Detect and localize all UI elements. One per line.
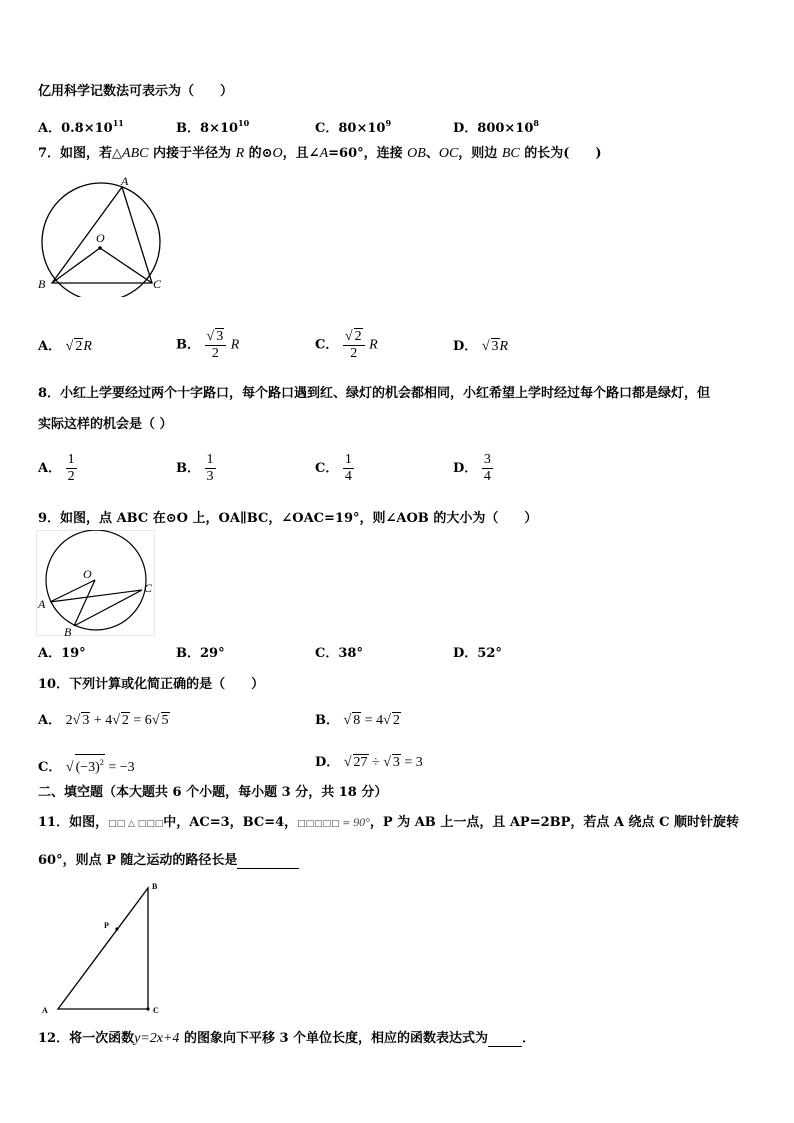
option-value: 38° — [338, 646, 363, 661]
option-value: 0.8×10 — [61, 121, 113, 136]
sqrt-sign: √ — [65, 339, 74, 354]
stem-text: ． — [522, 1031, 536, 1046]
q10-stem: 10．下列计算或化简正确的是（ ） — [38, 677, 265, 692]
option-letter: D． — [453, 646, 478, 661]
q11-triangle-figure — [36, 878, 166, 1018]
operator: + 4 — [90, 713, 113, 728]
q6-option-c — [315, 115, 391, 137]
radicand: 2 — [75, 339, 83, 354]
option-exponent: 10 — [238, 118, 250, 128]
option-letter: D． — [453, 121, 478, 136]
radicand: 3 — [82, 713, 90, 728]
q9-option-d — [453, 646, 502, 662]
option-value: 80×10 — [338, 121, 386, 136]
option-letter: C． — [315, 646, 339, 661]
sqrt-sign: √ — [343, 713, 352, 728]
sqrt-sign: √ — [383, 755, 391, 770]
radicand: 3 — [216, 329, 224, 344]
option-letter: A． — [38, 461, 62, 476]
radicand: 5 — [161, 713, 169, 728]
q11-stem-line2 — [38, 853, 299, 869]
denominator: 3 — [206, 469, 214, 484]
denominator: 2 — [350, 346, 358, 361]
radicand: 2 — [121, 713, 129, 728]
q7-label-c: C — [153, 277, 162, 291]
stem-text: ，且∠ — [282, 146, 320, 161]
q8-option-d — [453, 452, 493, 485]
q7-label-o: O — [96, 231, 105, 245]
stem-math: ABC — [122, 146, 149, 161]
q7-label-a: A — [121, 174, 129, 188]
denominator: 2 — [67, 469, 75, 484]
q7-circle-figure — [34, 172, 174, 297]
option-value: 8×10 — [200, 121, 239, 136]
option-letter: B． — [176, 461, 200, 476]
q10-option-d — [315, 754, 423, 771]
q10-option-b — [315, 712, 401, 729]
q9-option-a — [38, 646, 86, 662]
q9-label-a: A — [38, 597, 46, 611]
option-letter: A． — [38, 646, 62, 661]
function-expression: y=2x+4 — [134, 1031, 180, 1046]
radicand: (−3) — [75, 760, 100, 775]
q8-option-b — [176, 452, 216, 485]
q7-stem — [38, 146, 602, 162]
stem-text: ，则边 — [458, 146, 502, 161]
q8-stem-line2: 实际这样的机会是（ ） — [38, 417, 173, 432]
stem-math: A — [319, 146, 329, 161]
q7-option-d — [453, 338, 508, 355]
option-letter: B． — [176, 337, 200, 353]
sqrt-sign: √ — [344, 329, 353, 344]
q6-stem: 亿用科学记数法可表示为（ ） — [38, 84, 234, 99]
q8-stem-line1: 8．小红上学要经过两个十字路口，每个路口遇到红、绿灯的机会都相同，小红希望上学时经过每个路口都是绿灯，但 — [38, 386, 711, 401]
option-letter: B． — [176, 646, 200, 661]
garbled-symbols: □□□□□ = — [297, 819, 351, 829]
q9-stem: 9．如图，点 ABC 在⊙O 上，OA∥BC，∠OAC=19°，则∠AOB 的大小为（ ） — [38, 511, 538, 526]
option-letter: C． — [315, 461, 339, 476]
q12-stem — [38, 1031, 535, 1047]
option-letter: A． — [38, 121, 62, 136]
fraction — [343, 452, 354, 485]
option-letter: D． — [453, 461, 478, 476]
q11-point-c — [146, 1007, 149, 1010]
option-exponent: 11 — [112, 118, 124, 128]
fraction — [205, 452, 216, 485]
section-heading: 二、填空题（本大题共 6 个小题，每小题 3 分，共 18 分） — [38, 785, 388, 800]
numerator: 1 — [344, 452, 352, 467]
variable: R — [83, 339, 92, 354]
stem-text: 中，AC=3，BC=4， — [163, 815, 298, 830]
radicand: 27 — [353, 755, 368, 770]
operator: = 6 — [129, 713, 152, 728]
q9-figure-frame — [37, 531, 155, 636]
stem-text: 的长为( ) — [519, 146, 602, 161]
operator: = 4 — [361, 713, 384, 728]
q6-option-a — [38, 115, 124, 137]
option-letter: D． — [453, 339, 478, 354]
variable: R — [230, 337, 240, 353]
stem-text: 7．如图，若△ — [38, 146, 123, 161]
angle-value: 90° — [350, 815, 370, 829]
variable: R — [499, 339, 509, 354]
sqrt-sign: √ — [343, 755, 352, 770]
option-letter: B． — [176, 121, 200, 136]
radicand: 8 — [353, 713, 361, 728]
radicand: 3 — [392, 755, 400, 770]
option-letter: A． — [38, 713, 62, 728]
option-value: 29° — [200, 646, 225, 661]
q10-option-a — [38, 712, 170, 729]
denominator: 2 — [211, 346, 219, 361]
q6-option-d — [453, 115, 539, 137]
q9-label-o: O — [83, 567, 92, 581]
denominator: 4 — [483, 469, 491, 484]
sqrt-sign: √ — [151, 713, 160, 728]
stem-math: R — [235, 146, 245, 161]
q9-label-b: B — [64, 625, 72, 639]
q11-stem-line1 — [38, 814, 739, 832]
stem-text: ，P 为 AB 上一点，且 AP=2BP，若点 A 绕点 C 顺时针旋转 — [369, 815, 739, 830]
option-value: 52° — [477, 646, 502, 661]
answer-blank — [237, 854, 299, 869]
option-letter: D． — [315, 755, 340, 770]
numerator: 1 — [206, 452, 214, 467]
q7-option-b — [176, 328, 239, 362]
denominator: 4 — [344, 469, 352, 484]
option-exponent: 8 — [533, 118, 539, 128]
sqrt-sign: √ — [112, 713, 120, 728]
answer-blank — [488, 1032, 522, 1047]
stem-math: O — [272, 146, 283, 161]
exponent: 2 — [99, 758, 104, 767]
option-value: 800×10 — [477, 121, 534, 136]
q7-label-b: B — [38, 277, 46, 291]
sqrt-sign: √ — [65, 760, 74, 775]
fraction — [343, 328, 365, 362]
q9-option-c — [315, 646, 363, 662]
q7-option-c — [315, 328, 378, 362]
option-letter: A． — [38, 339, 62, 354]
stem-math: OC — [438, 146, 459, 161]
operator: ÷ — [368, 755, 384, 770]
q11-point-p — [115, 927, 118, 930]
q9-segment-bc — [74, 590, 142, 626]
stem-math: OB — [407, 146, 426, 161]
option-letter: C． — [38, 760, 62, 775]
q10-option-c — [38, 754, 135, 776]
operator: = −3 — [104, 760, 135, 775]
fraction — [482, 452, 493, 485]
q9-option-b — [176, 646, 225, 662]
numerator: 1 — [67, 452, 75, 467]
fraction — [66, 452, 77, 485]
q7-option-a — [38, 338, 92, 355]
sqrt-sign: √ — [383, 713, 391, 728]
q8-option-c — [315, 452, 354, 485]
q7-radii-ob-oc — [52, 248, 152, 283]
stem-text: 的⊙ — [244, 146, 273, 161]
radicand: 2 — [354, 329, 362, 344]
q11-label-a: A — [42, 1006, 48, 1015]
stem-text: 12．将一次函数 — [38, 1031, 135, 1046]
sqrt-sign: √ — [206, 329, 215, 344]
option-letter: C． — [315, 337, 339, 353]
garbled-symbols: □□ △ □□□ — [108, 819, 164, 829]
option-exponent: 9 — [385, 118, 392, 128]
stem-text: 11．如图， — [38, 815, 109, 830]
fraction — [205, 328, 227, 362]
coefficient: 2 — [65, 713, 73, 728]
stem-text: 、 — [425, 146, 439, 161]
q9-segment-ob — [74, 580, 95, 626]
option-value: 19° — [61, 646, 86, 661]
q11-triangle-abc — [58, 888, 148, 1009]
radicand: 3 — [491, 339, 499, 354]
q11-label-p: P — [104, 921, 109, 930]
q11-label-b: B — [152, 882, 158, 891]
q11-label-c: C — [153, 1006, 159, 1015]
q8-option-a — [38, 452, 77, 485]
option-letter: C． — [315, 121, 339, 136]
stem-text: 60°，则点 P 随之运动的路径长是 — [38, 853, 238, 868]
operator: = 3 — [400, 755, 423, 770]
variable: R — [369, 337, 378, 353]
numerator: 3 — [483, 452, 491, 467]
stem-text: 内接于半径为 — [148, 146, 236, 161]
sqrt-sign: √ — [481, 339, 490, 354]
stem-text: 的图象向下平移 3 个单位长度，相应的函数表达式为 — [179, 1031, 489, 1046]
q6-option-b — [176, 115, 249, 137]
q9-circle-figure — [36, 530, 160, 640]
sqrt-sign: √ — [72, 713, 81, 728]
option-letter: B． — [315, 713, 339, 728]
radicand: 2 — [392, 713, 400, 728]
stem-text: =60°，连接 — [328, 146, 408, 161]
q7-center-dot — [98, 246, 102, 250]
q9-label-c: C — [144, 581, 153, 595]
q9-segment-ac — [50, 590, 142, 602]
stem-math: BC — [501, 146, 520, 161]
